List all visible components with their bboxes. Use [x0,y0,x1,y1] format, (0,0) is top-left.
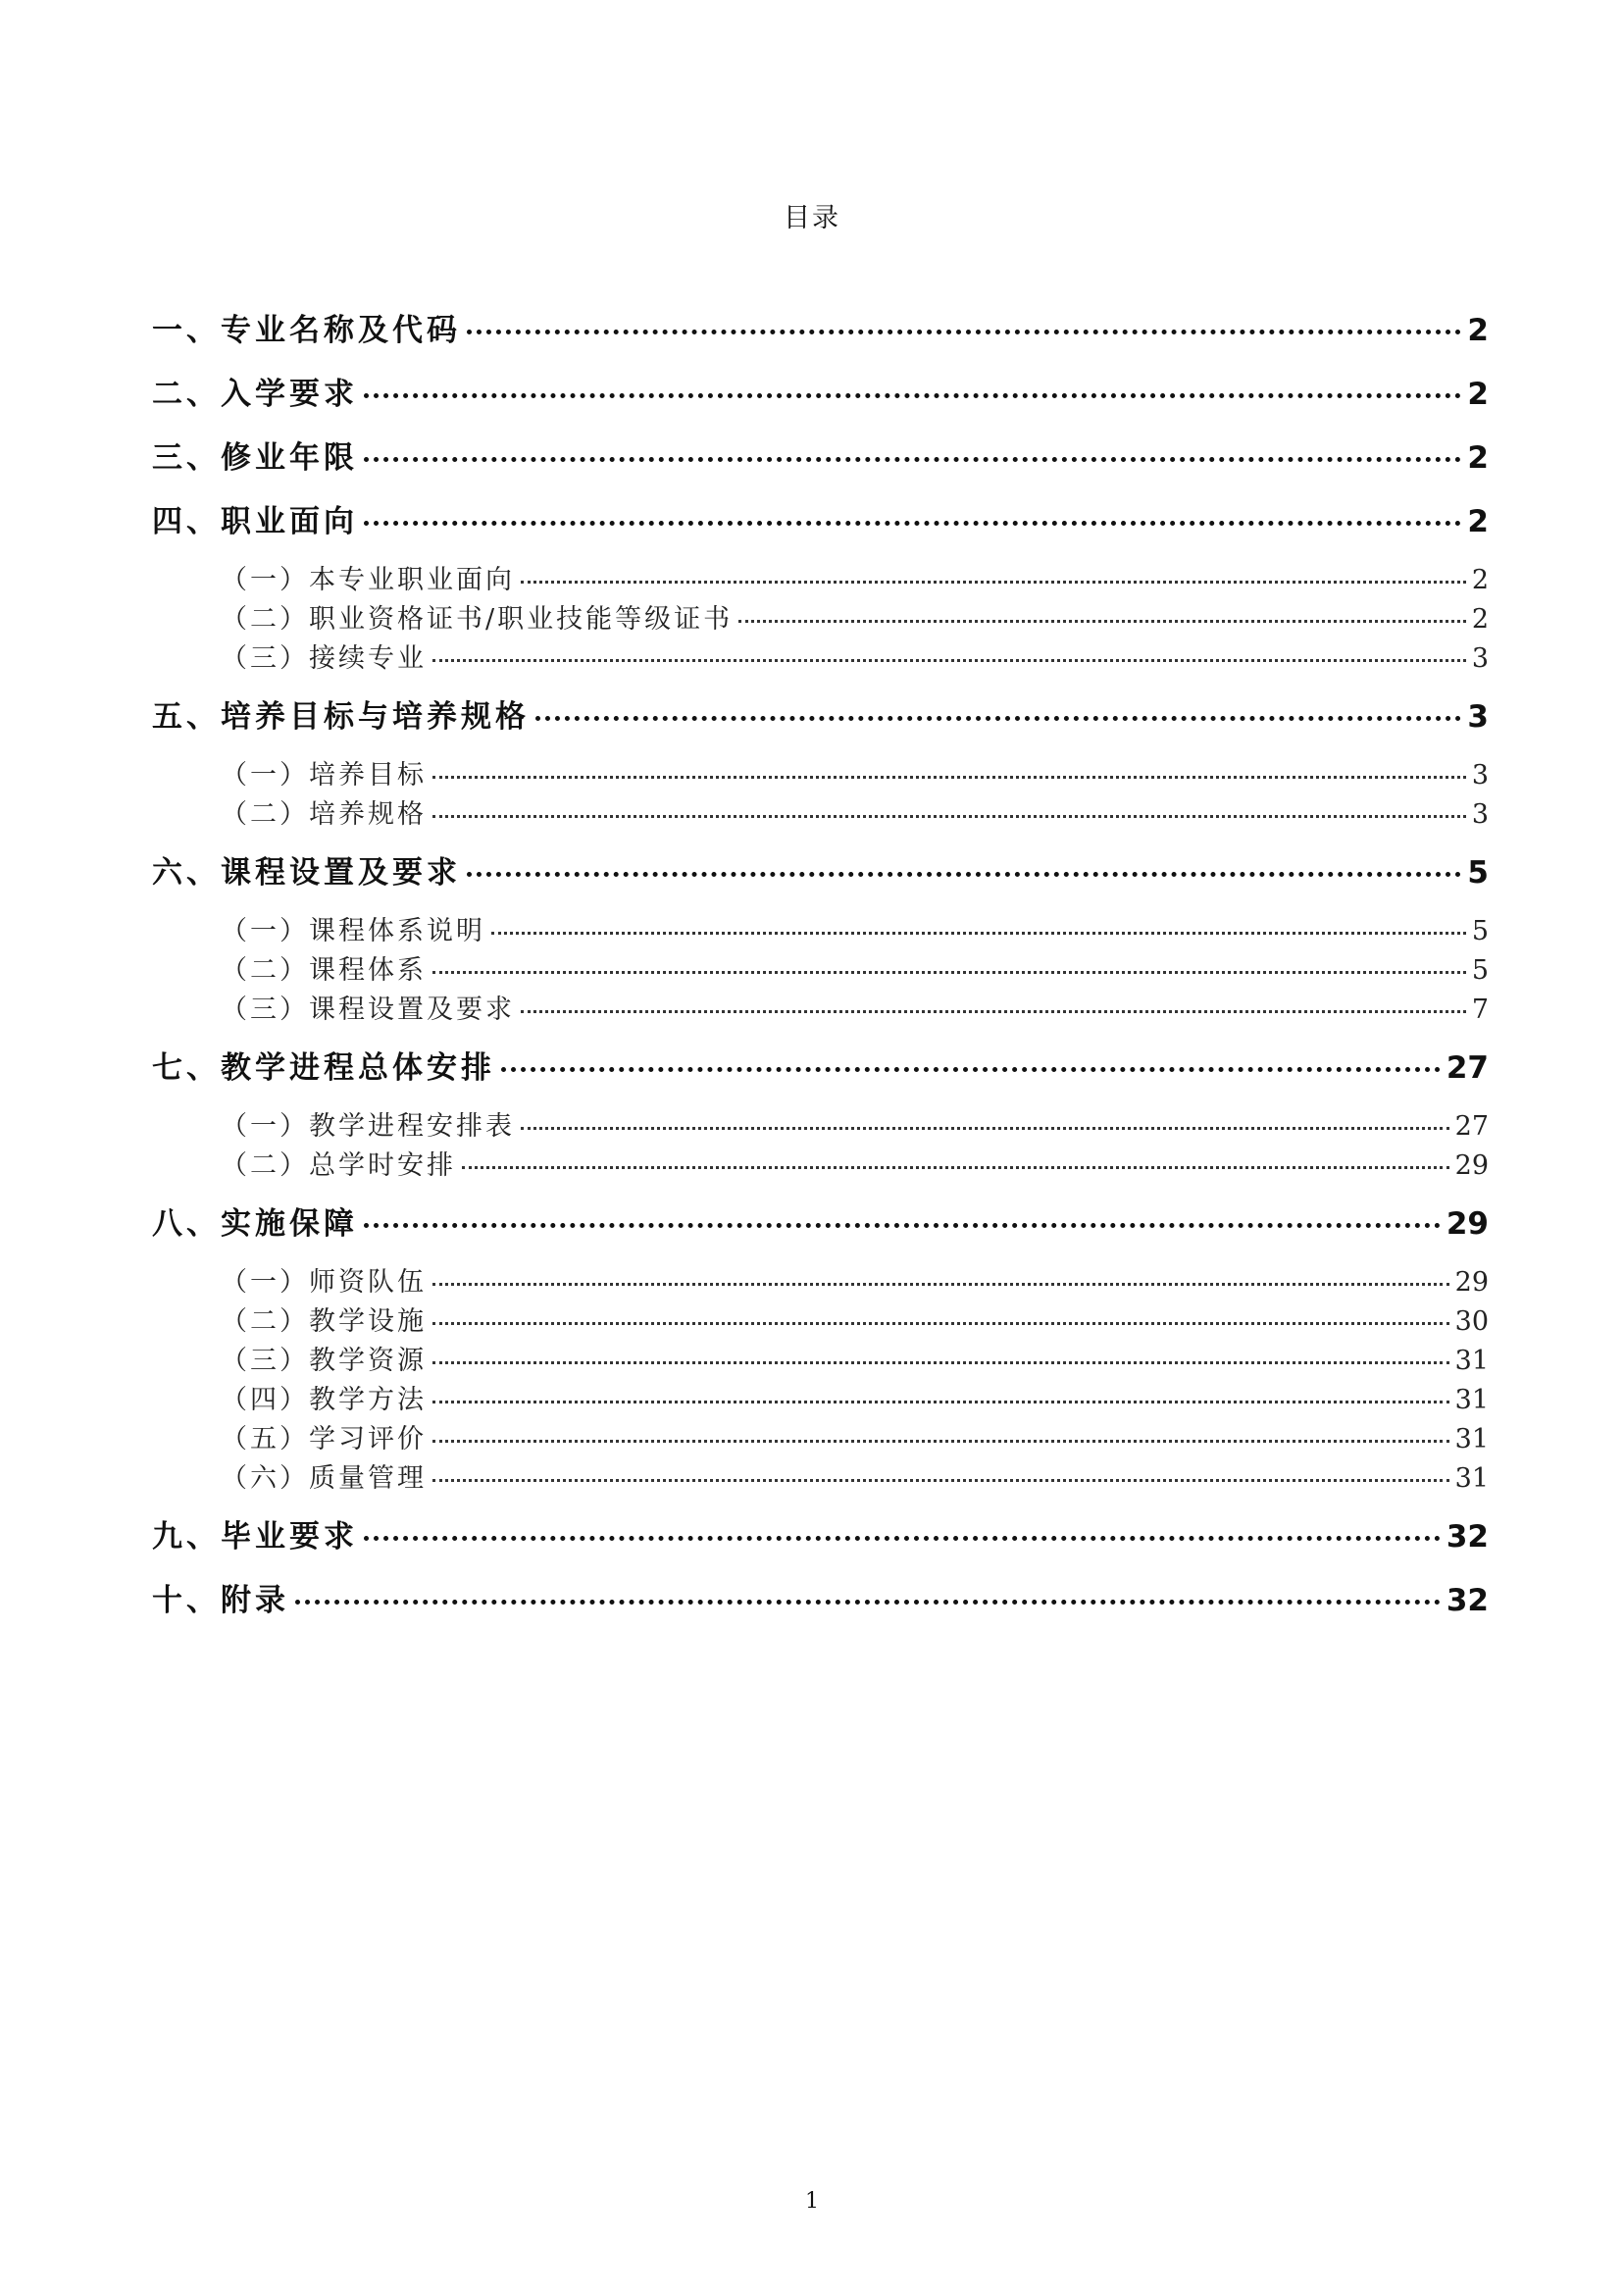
toc-entry-label: 十、附录 [152,1583,289,1618]
toc-entry-subsection[interactable] [152,795,1489,835]
toc-entry-page: 2 [1467,377,1489,412]
toc-entry-label: （一）课程体系说明 [221,916,485,946]
toc-entry-page: 29 [1454,1150,1489,1181]
toc-entry-subsection[interactable] [152,1107,1489,1147]
toc-entry-subsection[interactable] [152,1302,1489,1342]
toc-entry-section[interactable] [152,686,1489,749]
toc-entry-label: （三）课程设置及要求 [221,994,515,1025]
dot-leader [501,1047,1441,1078]
toc-entry-page: 2 [1467,440,1489,476]
toc-entry-label: 四、职业面向 [152,504,358,539]
toc-entry-label: 五、培养目标与培养规格 [152,699,530,735]
toc-entry-page: 27 [1446,1050,1489,1086]
dot-leader [295,1580,1441,1610]
toc-entry-section[interactable] [152,1505,1489,1569]
toc-entry-label: （三）接续专业 [221,643,427,674]
dot-leader [432,1421,1449,1448]
toc-entry-subsection[interactable] [152,561,1489,600]
toc-entry-page: 5 [1467,855,1489,891]
toc-entry-label: （一）本专业职业面向 [221,565,515,595]
toc-entry-label: （三）教学资源 [221,1346,427,1376]
toc-title: 目录 [784,203,840,233]
toc-entry-section[interactable] [152,490,1489,554]
toc-entry-page: 5 [1471,916,1489,946]
toc-entry-page: 2 [1467,504,1489,539]
toc-entry-section[interactable] [152,842,1489,905]
dot-leader [432,1303,1449,1330]
toc-entry-label: （四）教学方法 [221,1385,427,1415]
toc-entry-section[interactable] [152,299,1489,363]
toc-entry-label: （六）质量管理 [221,1463,427,1494]
dot-leader [432,1382,1449,1408]
dot-leader [467,310,1461,340]
toc-entry-subsection[interactable] [152,1420,1489,1459]
dot-leader [432,640,1466,667]
toc-entry-subsection[interactable] [152,991,1489,1030]
dot-leader [432,952,1466,979]
toc-entry-page: 2 [1467,313,1489,348]
toc-entry-page: 29 [1454,1267,1489,1298]
toc-entry-subsection[interactable] [152,1342,1489,1381]
dot-leader [521,992,1466,1018]
toc-entry-label: 六、课程设置及要求 [152,855,461,891]
dot-leader [364,501,1461,532]
dot-leader [738,601,1466,628]
toc-entry-page: 31 [1454,1346,1489,1376]
toc-entry-label: 一、专业名称及代码 [152,313,461,348]
toc-entry-page: 32 [1446,1519,1489,1555]
toc-entry-subsection[interactable] [152,951,1489,991]
toc-entry-page: 29 [1446,1206,1489,1242]
toc-entry-section[interactable] [152,1037,1489,1100]
dot-leader [364,1203,1441,1234]
toc-entry-label: （二）教学设施 [221,1306,427,1337]
dot-leader [462,1148,1449,1174]
toc-entry-section[interactable] [152,363,1489,427]
toc-entry-page: 3 [1467,699,1489,735]
toc-entry-subsection[interactable] [152,600,1489,639]
toc-entry-label: （一）师资队伍 [221,1267,427,1298]
dot-leader [521,1108,1449,1135]
dot-leader [491,913,1466,940]
toc-entry-page: 3 [1471,643,1489,674]
toc-entry-page: 5 [1471,955,1489,986]
toc-entry-page: 2 [1471,604,1489,635]
toc-entry-label: （二）总学时安排 [221,1150,456,1181]
toc-entry-subsection[interactable] [152,1147,1489,1186]
toc-entry-label: （二）课程体系 [221,955,427,986]
dot-leader [432,1264,1449,1291]
toc-entry-label: 三、修业年限 [152,440,358,476]
dot-leader [521,562,1466,588]
toc-entry-page: 2 [1471,565,1489,595]
toc-entry-page: 31 [1454,1463,1489,1494]
toc-entry-subsection[interactable] [152,1459,1489,1499]
toc-entry-label: （五）学习评价 [221,1424,427,1454]
toc-entry-subsection[interactable] [152,912,1489,951]
toc-entry-section[interactable] [152,1569,1489,1633]
toc-entry-subsection[interactable] [152,639,1489,679]
toc-entry-page: 30 [1454,1306,1489,1337]
dot-leader [432,757,1466,784]
toc-entry-page: 3 [1471,760,1489,790]
toc-entry-label: 七、教学进程总体安排 [152,1050,495,1086]
toc-entry-label: （二）职业资格证书/职业技能等级证书 [221,604,734,635]
toc-entry-page: 3 [1471,799,1489,830]
dot-leader [364,437,1461,468]
toc-entry-label: （一）培养目标 [221,760,427,790]
toc-entry-subsection[interactable] [152,1263,1489,1302]
dot-leader [364,1516,1441,1547]
toc-entry-page: 32 [1446,1583,1489,1618]
toc-entry-section[interactable] [152,427,1489,490]
dot-leader [364,374,1461,404]
dot-leader [467,852,1461,883]
toc-entry-label: 九、毕业要求 [152,1519,358,1555]
toc-entry-page: 31 [1454,1385,1489,1415]
toc-entry-label: 八、实施保障 [152,1206,358,1242]
toc-entry-page: 27 [1454,1111,1489,1142]
toc-entry-label: （一）教学进程安排表 [221,1111,515,1142]
dot-leader [432,1343,1449,1369]
toc-entry-page: 7 [1471,994,1489,1025]
toc-entry-subsection[interactable] [152,756,1489,795]
toc-entry-label: （二）培养规格 [221,799,427,830]
toc-entry-section[interactable] [152,1193,1489,1256]
page-number: 1 [805,2189,819,2214]
toc-entry-subsection[interactable] [152,1381,1489,1420]
dot-leader [535,696,1461,727]
dot-leader [432,796,1466,823]
toc-entry-label: 二、入学要求 [152,377,358,412]
dot-leader [432,1460,1449,1487]
toc-entry-page: 31 [1454,1424,1489,1454]
table-of-contents [152,299,1489,1633]
